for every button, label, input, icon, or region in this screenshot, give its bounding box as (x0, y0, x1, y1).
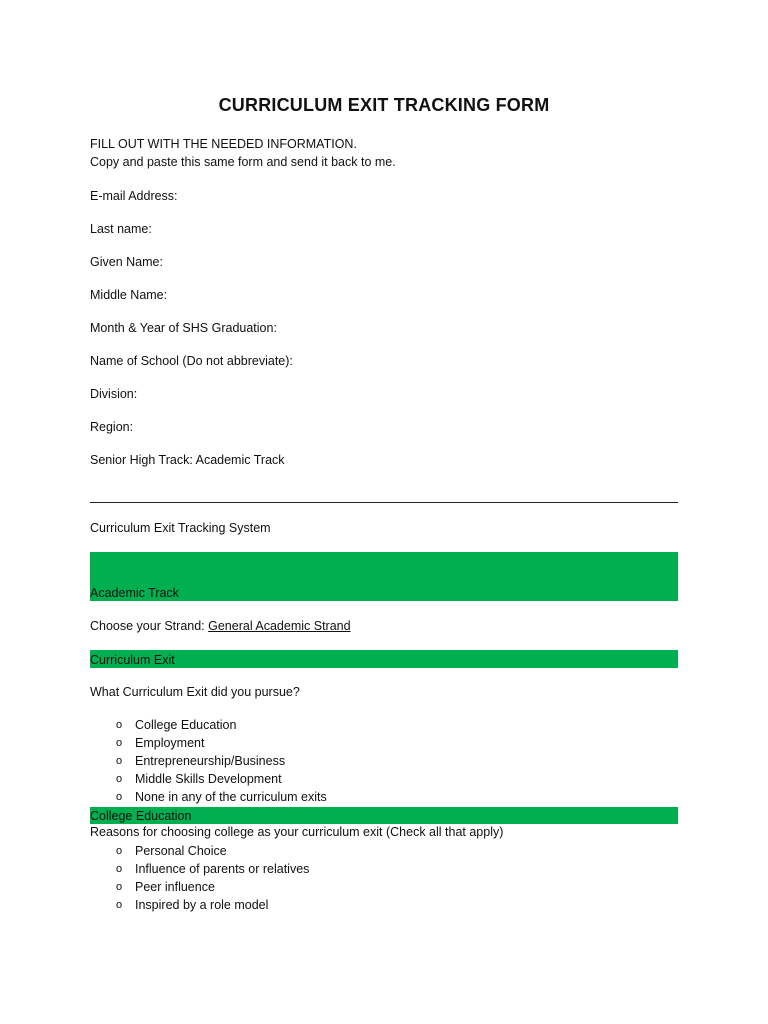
bullet-icon: o (116, 863, 123, 875)
field-email-label[interactable]: E-mail Address: (90, 189, 178, 203)
curriculum-exit-bar (90, 650, 678, 668)
exit-question: What Curriculum Exit did you pursue? (90, 685, 300, 699)
bullet-icon: o (116, 845, 123, 857)
college-reasons-list (116, 842, 309, 914)
field-division-label[interactable]: Division: (90, 387, 138, 401)
section-divider (90, 502, 678, 503)
field-track-label: Senior High Track: Academic Track (90, 453, 285, 467)
bullet-icon: o (116, 881, 123, 893)
exit-options-list (116, 716, 327, 806)
exit-option[interactable]: o Entrepreneurship/Business (116, 754, 286, 768)
exit-option[interactable]: o Middle Skills Development (116, 772, 282, 786)
college-reason-option[interactable]: o Personal Choice (116, 844, 227, 858)
strand-value[interactable]: General Academic Strand (208, 619, 351, 633)
system-title: Curriculum Exit Tracking System (90, 521, 271, 535)
field-region-label[interactable]: Region: (90, 420, 134, 434)
bullet-icon: o (116, 737, 123, 749)
college-reasons-question: Reasons for choosing college as your curriculum exit (Check all that apply) (90, 825, 504, 839)
academic-track-bar (90, 552, 678, 601)
instruction-line-2: Copy and paste this same form and send it back to me. (90, 155, 396, 169)
field-school-label[interactable]: Name of School (Do not abbreviate): (90, 354, 293, 368)
college-reason-option[interactable]: o Peer influence (116, 880, 215, 894)
exit-option[interactable]: o Employment (116, 736, 205, 750)
field-middle-name-label[interactable]: Middle Name: (90, 288, 168, 302)
field-graduation-label[interactable]: Month & Year of SHS Graduation: (90, 321, 277, 335)
exit-option[interactable]: o None in any of the curriculum exits (116, 790, 327, 804)
bullet-icon: o (116, 719, 123, 731)
bullet-icon: o (116, 773, 123, 785)
field-last-name-label[interactable]: Last name: (90, 222, 152, 236)
college-reason-option[interactable]: o Inspired by a role model (116, 898, 269, 912)
instruction-line-1: FILL OUT WITH THE NEEDED INFORMATION. (90, 137, 357, 151)
college-education-bar-label: College Education (90, 809, 192, 823)
curriculum-exit-bar-label: Curriculum Exit (90, 653, 175, 667)
bullet-icon: o (116, 791, 123, 803)
exit-option[interactable]: o College Education (116, 718, 237, 732)
bullet-icon: o (116, 899, 123, 911)
college-education-bar (90, 807, 678, 824)
college-reason-option[interactable]: o Influence of parents or relatives (116, 862, 310, 876)
page-title: CURRICULUM EXIT TRACKING FORM (218, 95, 550, 115)
strand-label: Choose your Strand: (90, 619, 209, 633)
strand-line (90, 619, 351, 633)
academic-track-bar-label: Academic Track (90, 586, 179, 600)
field-given-name-label[interactable]: Given Name: (90, 255, 163, 269)
bullet-icon: o (116, 755, 123, 767)
